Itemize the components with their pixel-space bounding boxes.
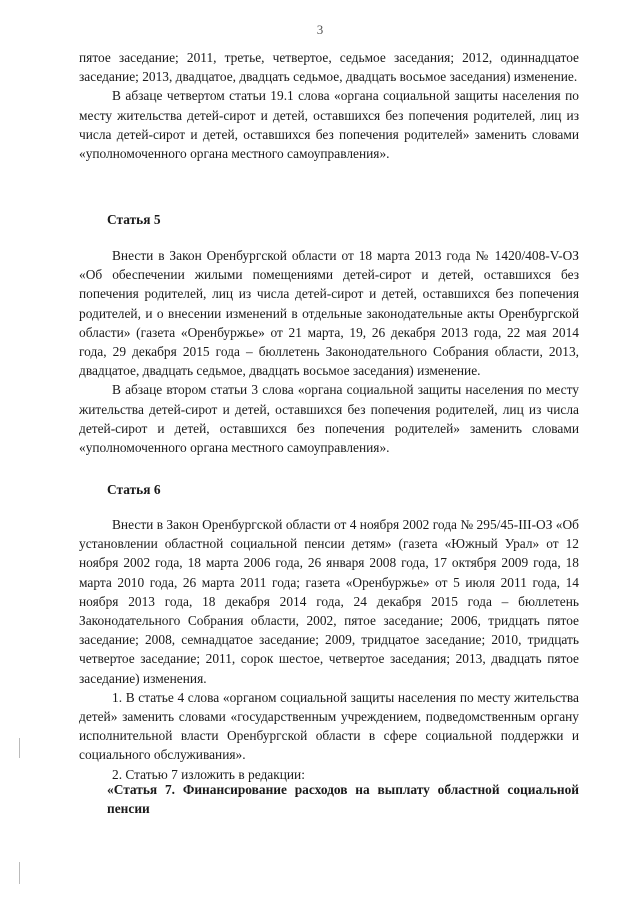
article-5-paragraph-2: В абзаце втором статьи 3 слова «органа социальной защиты населения по месту жительства детей-сирот и детей, оставшихся без попечения родителей, лиц из числа детей-сирот и детей, оставшихся без попечения родителей» заменить словами «уполномоченного органа местного самоуправления». [79,382,579,456]
intro-paragraph-2: В абзаце четвертом статьи 19.1 слова «органа социальной защиты населения по месту жительства детей-сирот и детей, оставшихся без попечения родителей, лиц из числа детей-сирот и детей, оставшихся без попечения родителей» заменить словами «уполномоченного органа местного самоуправления». [79,88,579,162]
article-7-quoted-heading: «Статья 7. Финансирование расходов на выплату областной социальной пенсии [107,782,579,816]
page-number: 3 [316,22,324,37]
article-6-heading: Статья 6 [107,482,161,497]
article-6-paragraph-3: 2. Статью 7 изложить в редакции: [112,766,305,782]
intro-paragraph-1: пятое заседание; 2011, третье, четвертое, седьмое заседания; 2012, одиннадцатое заседание; 2013, двадцатое, двадцать седьмое, двадцать восьмое заседания) изменение. [79,50,579,85]
intro-block [79,48,579,163]
article-5-heading: Статья 5 [107,212,161,227]
article-5-paragraph-1: Внести в Закон Оренбургской области от 18 марта 2013 года № 1420/408-V-ОЗ «Об обеспечении жилыми помещениями детей-сирот и детей, оставшихся без попечения родителей, лиц из числа детей-сирот и детей, оставшихся без попечения родителей, и о внесении изменений в отдельные законодательные акты Оренбургской области» (газета «Оренбуржье» от 21 марта, 19, 26 декабря 2013 года, 22 мая 2014 года, 29 декабря 2015 года – бюллетень Законодательного Собрания области, 2013, двадцатое, двадцать седьмое, двадцать восьмое заседания) изменение. [79,248,579,379]
article-5-body [79,246,579,457]
margin-mark [19,862,20,884]
margin-mark [19,738,20,758]
article-6-paragraph-1: Внести в Закон Оренбургской области от 4 ноября 2002 года № 295/45-III-ОЗ «Об установлении областной социальной пенсии детям» (газета «Южный Урал» от 12 ноября 2002 года, 18 марта 2006 года, 26 января 2008 года, 17 октября 2009 года, 18 марта 2010 года, 26 марта 2011 года; газета «Оренбуржье» от 5 июля 2011 года, 14 ноября 2013 года, 18 декабря 2014 года, 24 декабря 2015 года – бюллетень Законодательного Собрания области, 2002, пятое заседание; 2006, тридцать пятое заседание; 2008, семнадцатое заседание; 2009, тридцатое заседание; 2010, тридцать четвертое заседание; 2011, сорок шестое, четвертое заседания; 2013, двадцать пятое заседание) изменения. [79,517,579,686]
article-6-paragraph-2: 1. В статье 4 слова «органом социальной защиты населения по месту жительства детей» заменить словами «государственным учреждением, подведомственным органу исполнительной власти Оренбургской области в сфере социальной поддержки и социального обслуживания». [79,689,579,763]
article-6-body [79,515,579,784]
